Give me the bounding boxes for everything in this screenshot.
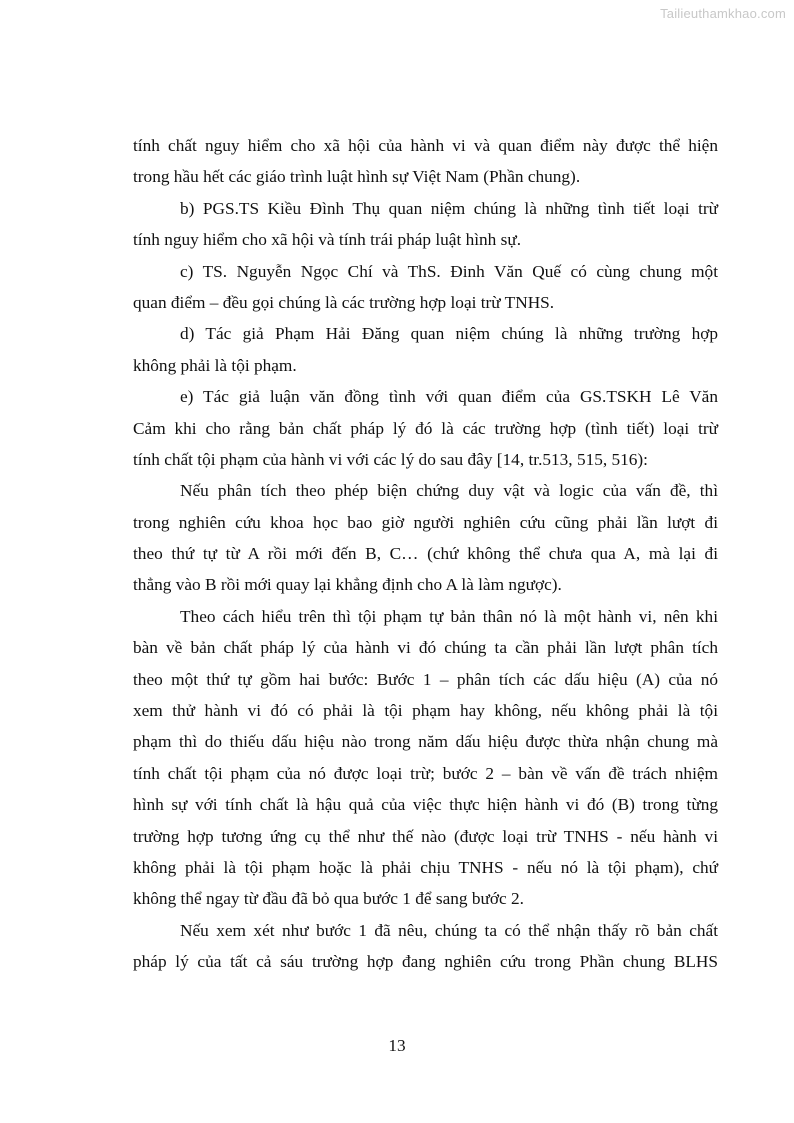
- text-line: Nếu phân tích theo phép biện chứng duy vật và logic của vấn đề, thì: [180, 481, 718, 501]
- text-line: tính chất tội phạm của nó được loại trừ; bước 2 – bàn về vấn đề trách nhiệm: [133, 763, 718, 783]
- text-line: xem thử hành vi đó có phải là tội phạm hay không, nếu không phải là tội: [133, 701, 718, 721]
- document-body: [133, 130, 718, 978]
- paragraph: [133, 381, 718, 475]
- text-line: phạm thì do thiếu dấu hiệu nào trong năm dấu hiệu được thừa nhận chung mà: [133, 732, 718, 752]
- text-line: trong nghiên cứu khoa học bao giờ người nghiên cứu cũng phải lần lượt đi: [133, 512, 718, 532]
- text-line: bàn về bản chất pháp lý của hành vi đó chúng ta cần phải lần lượt phân tích: [133, 638, 718, 658]
- page-number: 13: [388, 1036, 406, 1055]
- text-line: theo thứ tự từ A rồi mới đến B, C… (chứ không thể chưa qua A, mà lại đi: [133, 544, 718, 564]
- text-line: tính chất tội phạm của hành vi với các lý do sau đây [14, tr.513, 515, 516):: [133, 449, 648, 469]
- watermark: Tailieuthamkhao.com: [660, 6, 786, 21]
- text-line: không phải là tội phạm hoặc là phải chịu TNHS - nếu nó là tội phạm), chứ: [133, 857, 718, 877]
- text-line: quan điểm – đều gọi chúng là các trường hợp loại trừ TNHS.: [133, 292, 555, 312]
- paragraph: [133, 318, 718, 381]
- text-line: thẳng vào B rồi mới quay lại khẳng định cho A là làm ngược).: [133, 575, 562, 595]
- text-line: pháp lý của tất cả sáu trường hợp đang nghiên cứu trong Phần chung BLHS: [133, 952, 718, 972]
- text-line: không thể ngay từ đầu đã bỏ qua bước 1 để sang bước 2.: [133, 889, 524, 909]
- paragraph: [133, 915, 718, 978]
- paragraph: [133, 130, 718, 193]
- text-line: c) TS. Nguyễn Ngọc Chí và ThS. Đinh Văn Quế có cùng chung một: [180, 261, 718, 281]
- text-line: tính chất nguy hiểm cho xã hội của hành vi và quan điểm này được thể hiện: [133, 136, 718, 155]
- text-line: theo một thứ tự gồm hai bước: Bước 1 – phân tích các dấu hiệu (A) của nó: [133, 669, 718, 689]
- text-line: d) Tác giả Phạm Hải Đăng quan niệm chúng là những trường hợp: [180, 324, 718, 344]
- text-line: trường hợp tương ứng cụ thể như thế nào (được loại trừ TNHS - nếu hành vi: [133, 826, 718, 846]
- paragraph: [133, 256, 718, 319]
- text-line: Nếu xem xét như bước 1 đã nêu, chúng ta có thể nhận thấy rõ bản chất: [180, 920, 718, 940]
- text-line: tính nguy hiểm cho xã hội và tính trái pháp luật hình sự.: [133, 230, 522, 250]
- text-line: hình sự với tính chất là hậu quả của việc thực hiện hành vi đó (B) trong từng: [133, 795, 718, 815]
- text-line: Theo cách hiểu trên thì tội phạm tự bản thân nó là một hành vi, nên khi: [180, 606, 718, 626]
- paragraph: [133, 193, 718, 256]
- paragraph: [133, 601, 718, 915]
- text-line: trong hầu hết các giáo trình luật hình sự Việt Nam (Phần chung).: [133, 167, 581, 187]
- text-line: e) Tác giả luận văn đồng tình với quan điểm của GS.TSKH Lê Văn: [180, 387, 718, 407]
- text-line: b) PGS.TS Kiều Đình Thụ quan niệm chúng là những tình tiết loại trừ: [180, 198, 718, 218]
- paragraph: [133, 475, 718, 601]
- text-line: không phải là tội phạm.: [133, 355, 297, 375]
- text-line: Cảm khi cho rằng bản chất pháp lý đó là các trường hợp (tình tiết) loại trừ: [133, 418, 718, 438]
